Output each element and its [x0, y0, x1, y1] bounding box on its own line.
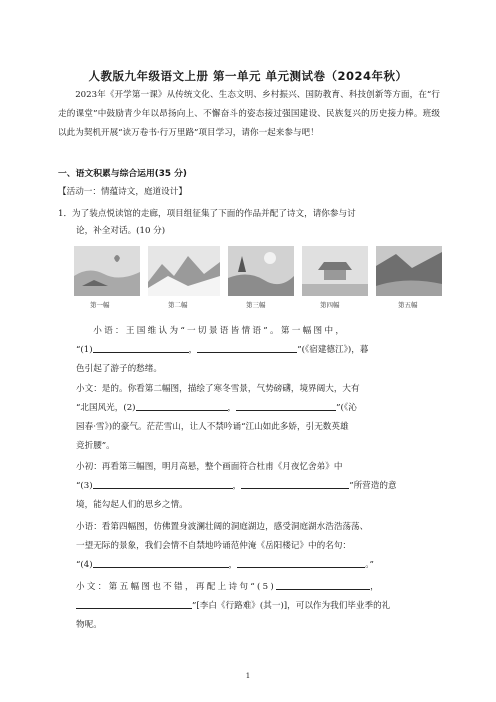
question-1-line-1: 1．为了装点悦读馆的走廊，项目组征集了下面的作品并配了诗文，请你参与讨 — [58, 209, 356, 219]
blank-label-2: “北国风光，(2) — [76, 403, 136, 413]
answer-blank-1b[interactable] — [197, 342, 297, 353]
painting-4-image — [302, 246, 368, 296]
dialogue-5-text: 小文：第五幅图也不错，再配上诗句“(5) — [76, 582, 277, 592]
painting-5-image — [376, 246, 442, 296]
caption-1: 第一幅 — [90, 301, 110, 309]
dialogue-5-line-3: 物呢。 — [76, 620, 102, 630]
dialogue-1 — [76, 322, 442, 379]
source-note: ”所营造的意 — [349, 481, 397, 491]
comma: ， — [232, 481, 242, 491]
dialogue-1-line-1: 小语：王国维认为“一切景语皆情语”。第一幅图中， — [93, 326, 347, 336]
dialogue-5 — [76, 578, 442, 635]
dialogue-1-line-2 — [76, 341, 442, 360]
dialogue-4-line-2: 一望无际的景象，我们会情不自禁地吟诵范仲淹《岳阳楼记》中的名句： — [76, 541, 352, 551]
answer-blank-3b[interactable] — [241, 478, 349, 489]
caption-5: 第五幅 — [398, 301, 418, 309]
comma: ， — [188, 345, 198, 355]
answer-blank-3a[interactable] — [93, 478, 233, 489]
dialogue-3 — [76, 458, 442, 515]
comma: ， — [227, 403, 237, 413]
answer-blank-2a[interactable] — [136, 400, 228, 411]
dialogue-4-line-3 — [76, 556, 442, 575]
comma: ， — [228, 560, 238, 570]
dialogue-2-line-3: 园春·雪》)的豪气。茫茫雪山，让人不禁吟诵“江山如此多娇，引无数英雄 — [76, 422, 349, 432]
dialogue-2-line-2 — [76, 399, 442, 418]
blank-label-4: “(4) — [76, 560, 93, 570]
activity-heading: 【活动一：情蕴诗文，庭道设计】 — [58, 187, 187, 197]
dialogue-3-line-2 — [76, 477, 442, 496]
blank-label-3: “(3) — [76, 481, 93, 491]
blank-label-1: “(1) — [76, 345, 93, 355]
comma: ， — [370, 582, 379, 592]
dialogue-1-line-3: 色引起了游子的愁绪。 — [76, 364, 162, 374]
closing-quote: 。” — [365, 560, 374, 570]
dialogue-2-line-1: 小文：是的。你看第二幅图，描绘了寒冬雪景，气势磅礴，境界阔大，大有 — [76, 384, 360, 394]
section-heading: 一、语文积累与综合运用(35 分) — [58, 169, 187, 179]
caption-3: 第三幅 — [246, 301, 266, 309]
dialogue-5-line-2 — [76, 597, 442, 616]
source-note: ”(《宿建德江》)，暮 — [297, 345, 369, 355]
source-note: ”[李白《行路难》(其一)]，可以作为我们毕业季的礼 — [192, 601, 391, 611]
source-note: ”(《沁 — [336, 403, 357, 413]
artwork-strip — [74, 246, 442, 309]
dialogue-2-line-4: 竞折腰”。 — [76, 441, 115, 451]
dialogue-4 — [76, 518, 442, 575]
caption-4: 第四幅 — [320, 301, 340, 309]
dialogue-5-line-1 — [76, 578, 442, 597]
dialogue-3-line-3: 境，能勾起人们的思乡之情。 — [76, 500, 188, 510]
answer-blank-4a[interactable] — [93, 557, 229, 568]
dialogue-2 — [76, 380, 442, 456]
answer-blank-5b[interactable] — [76, 598, 192, 609]
question-1-line-2: 论，补全对话。(10 分) — [76, 226, 166, 236]
answer-blank-2b[interactable] — [236, 400, 336, 411]
dialogue-4-line-1: 小语：看第四幅图，仿佛置身波澜壮阔的洞庭湖边，感受洞庭湖水浩浩荡荡、 — [76, 522, 369, 532]
caption-2: 第二幅 — [168, 301, 188, 309]
painting-1-image — [74, 246, 140, 296]
answer-blank-1a[interactable] — [93, 342, 189, 353]
answer-blank-5a[interactable] — [276, 579, 370, 590]
page-number: 1 — [245, 672, 251, 680]
answer-blank-4b[interactable] — [237, 557, 365, 568]
dialogue-3-line-1: 小初：再看第三幅图，明月高悬，整个画面符合杜甫《月夜忆舍弟》中 — [76, 462, 343, 472]
intro-paragraph: 2023年《开学第一课》从传统文化、生态文明、乡村振兴、国防教育、科技创新等方面，在“行走的课堂”中鼓励青少年以昂扬向上、不懈奋斗的姿态接过强国建设、民族复兴的历史接力棒。班级以此为契机开展“读万卷书·行万里路”项目学习，请你一起来参与吧！ — [58, 90, 440, 138]
painting-3-image — [228, 246, 294, 296]
page-title: 人教版九年级语文上册 第一单元 单元测试卷（2024年秋） — [88, 69, 408, 83]
painting-2-image — [148, 246, 220, 296]
